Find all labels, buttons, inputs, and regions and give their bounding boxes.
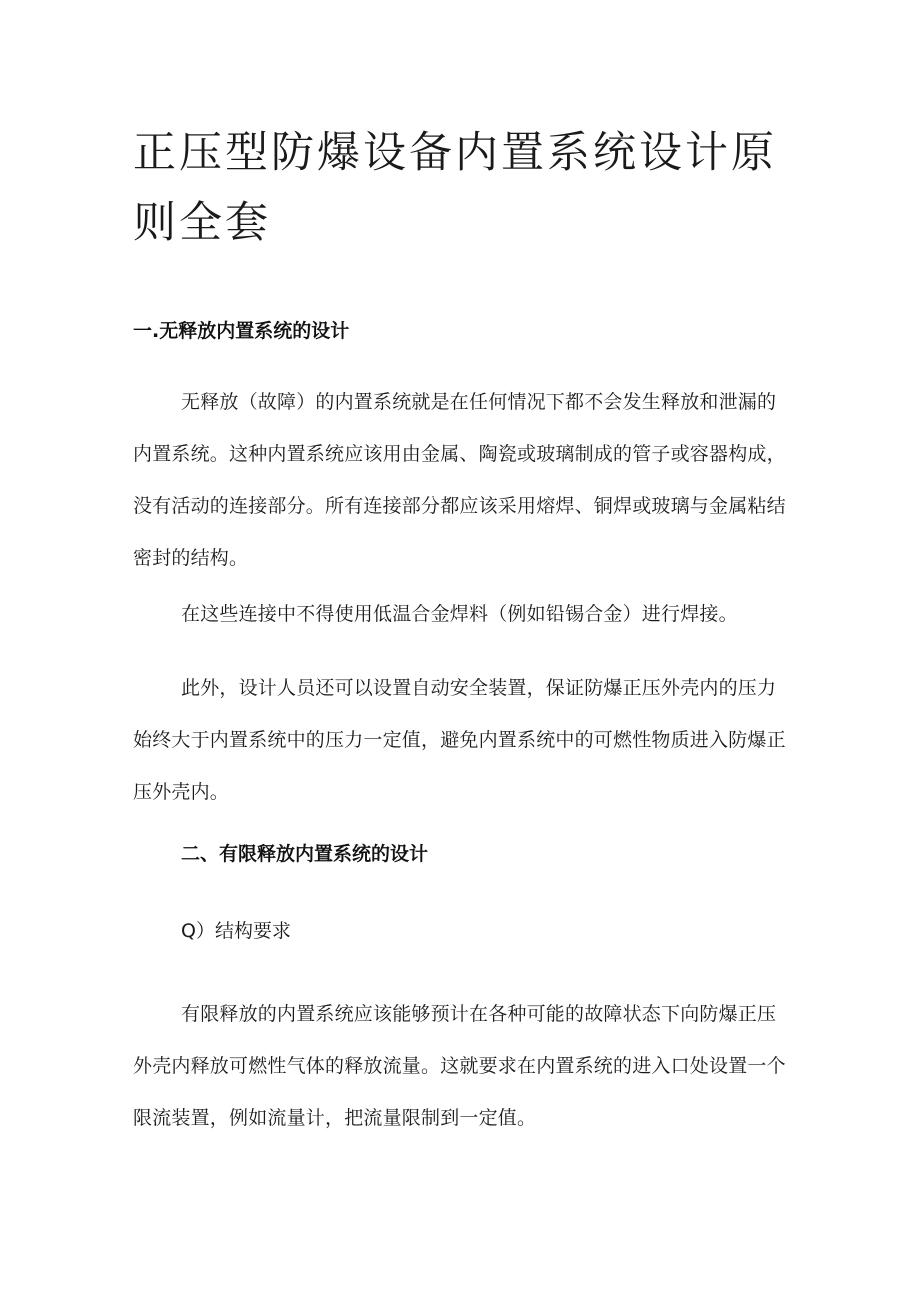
section-2-heading: 二、有限释放内置系统的设计 [181, 843, 429, 865]
document-title: 正压型防爆设备内置系统设计原则全套 [133, 128, 777, 248]
section-2-paragraph-1: 有限释放的内置系统应该能够预计在各种可能的故障状态下向防爆正压外壳内释放可燃性气体的释放流量。这就要求在内置系统的进入口处设置一个限流装置，例如流量计，把流量限制到一定值。 [133, 1003, 786, 1129]
section-2-subheading: Q）结构要求 [181, 920, 291, 942]
section-1-paragraph-1: 无释放（故障）的内置系统就是在任何情况下都不会发生释放和泄漏的内置系统。这种内置系统应该用由金属、陶瓷或玻璃制成的管子或容器构成，没有活动的连接部分。所有连接部分都应该采用熔焊、铜焊或玻璃与金属粘结密封的结构。 [133, 391, 786, 569]
section-1-paragraph-2: 在这些连接中不得使用低温合金焊料（例如铅锡合金）进行焊接。 [181, 603, 738, 625]
section-1-paragraph-3: 此外，设计人员还可以设置自动安全装置，保证防爆正压外壳内的压力始终大于内置系统中的压力一定值，避免内置系统中的可燃性物质进入防爆正压外壳内。 [133, 677, 786, 803]
section-1-heading: 一.无释放内置系统的设计 [133, 320, 350, 342]
